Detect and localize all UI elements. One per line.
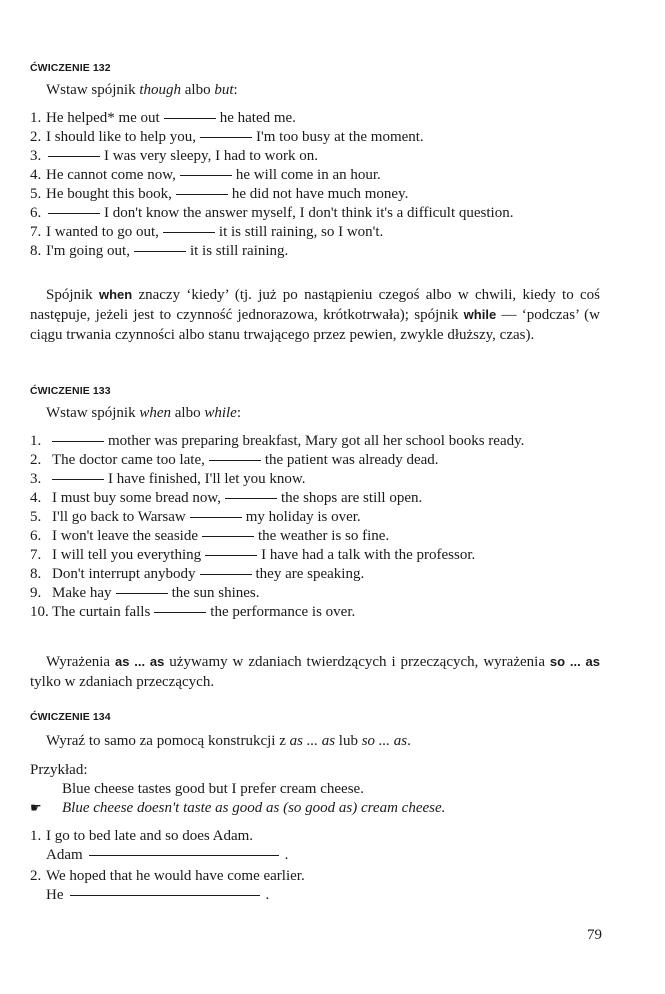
example-sentence: Blue cheese tastes good but I prefer cream cheese. xyxy=(62,781,364,797)
answer-blank[interactable] xyxy=(48,155,100,157)
answer-line: He . xyxy=(46,887,270,903)
rule-when-while: Spójnik when znaczy ‘kiedy’ (tj. już po nastąpieniu czegoś albo w chwili, kiedy to coś następuje, jeżeli jest to czynność jednorazowa, krótkotrwała); spójnik while — ‘podczas’ (w ciągu trwania czynności albo stanu trwającego przez pewien, zwykle dłuższy, czas). xyxy=(30,287,601,343)
answer-blank[interactable] xyxy=(190,516,242,518)
answer-blank[interactable] xyxy=(209,459,261,461)
answer-blank[interactable] xyxy=(200,136,252,138)
exercise-item: 5. He bought this book, he did not have much money. xyxy=(30,186,409,202)
answer-blank[interactable] xyxy=(52,440,104,442)
exercise-item: 6. I won't leave the seaside the weather is so fine. xyxy=(30,528,390,544)
example-answer: ☛ Blue cheese doesn't taste as good as (so good as) cream cheese. xyxy=(30,800,446,816)
exercise-item: 1. He helped* me out he hated me. xyxy=(30,110,296,126)
exercise-item: 5. I'll go back to Warsaw my holiday is over. xyxy=(30,509,361,525)
exercise-134-instruction: Wyraź to samo za pomocą konstrukcji z as ... as lub so ... as. xyxy=(46,733,411,749)
exercise-item: 2. We hoped that he would have come earlier. xyxy=(30,868,305,884)
exercise-132-list xyxy=(30,109,513,261)
exercise-item: 7. I will tell you everything I have had a talk with the professor. xyxy=(30,547,476,563)
example-label: Przykład: xyxy=(30,762,88,778)
exercise-132-heading: ĆWICZENIE 132 xyxy=(30,62,111,74)
answer-blank[interactable] xyxy=(176,193,228,195)
exercise-item: 2. I should like to help you, I'm too busy at the moment. xyxy=(30,129,424,145)
answer-blank[interactable] xyxy=(163,231,215,233)
exercise-132-instruction: Wstaw spójnik though albo but: xyxy=(46,82,238,98)
answer-blank[interactable] xyxy=(48,212,100,214)
exercise-item: 6. I don't know the answer myself, I don't think it's a difficult question. xyxy=(30,205,514,221)
answer-blank[interactable] xyxy=(116,592,168,594)
answer-blank[interactable] xyxy=(52,478,104,480)
exercise-133-list xyxy=(30,432,524,622)
exercise-133-heading: ĆWICZENIE 133 xyxy=(30,385,111,397)
answer-blank[interactable] xyxy=(164,117,216,119)
rule-as-as: Wyrażenia as ... as używamy w zdaniach twierdzących i przeczących, wyrażenia so ... as tylko w zdaniach przeczących. xyxy=(30,654,600,690)
answer-blank[interactable] xyxy=(154,611,206,613)
exercise-133-instruction: Wstaw spójnik when albo while: xyxy=(46,405,241,421)
exercise-item: 1. mother was preparing breakfast, Mary got all her school books ready. xyxy=(30,433,525,449)
answer-blank[interactable] xyxy=(89,854,279,856)
answer-blank[interactable] xyxy=(225,497,277,499)
answer-blank[interactable] xyxy=(205,554,257,556)
exercise-item: 8. I'm going out, it is still raining. xyxy=(30,243,289,259)
answer-blank[interactable] xyxy=(134,250,186,252)
pointing-hand-icon: ☛ xyxy=(30,800,42,815)
answer-blank[interactable] xyxy=(70,894,260,896)
exercise-item: 3. I was very sleepy, I had to work on. xyxy=(30,148,318,164)
page-number: 79 xyxy=(587,927,602,943)
exercise-item: 7. I wanted to go out, it is still raining, so I won't. xyxy=(30,224,384,240)
exercise-item: 9. Make hay the sun shines. xyxy=(30,585,260,601)
exercise-134-heading: ĆWICZENIE 134 xyxy=(30,711,111,723)
answer-line: Adam . xyxy=(46,847,289,863)
exercise-item: 8. Don't interrupt anybody they are speaking. xyxy=(30,566,365,582)
answer-blank[interactable] xyxy=(200,573,252,575)
exercise-item: 3. I have finished, I'll let you know. xyxy=(30,471,306,487)
exercise-item: 10. The curtain falls the performance is over. xyxy=(30,604,356,620)
exercise-item: 4. I must buy some bread now, the shops are still open. xyxy=(30,490,423,506)
exercise-item: 4. He cannot come now, he will come in an hour. xyxy=(30,167,381,183)
answer-blank[interactable] xyxy=(180,174,232,176)
exercise-item: 2. The doctor came too late, the patient was already dead. xyxy=(30,452,439,468)
exercise-item: 1. I go to bed late and so does Adam. xyxy=(30,828,254,844)
answer-blank[interactable] xyxy=(202,535,254,537)
